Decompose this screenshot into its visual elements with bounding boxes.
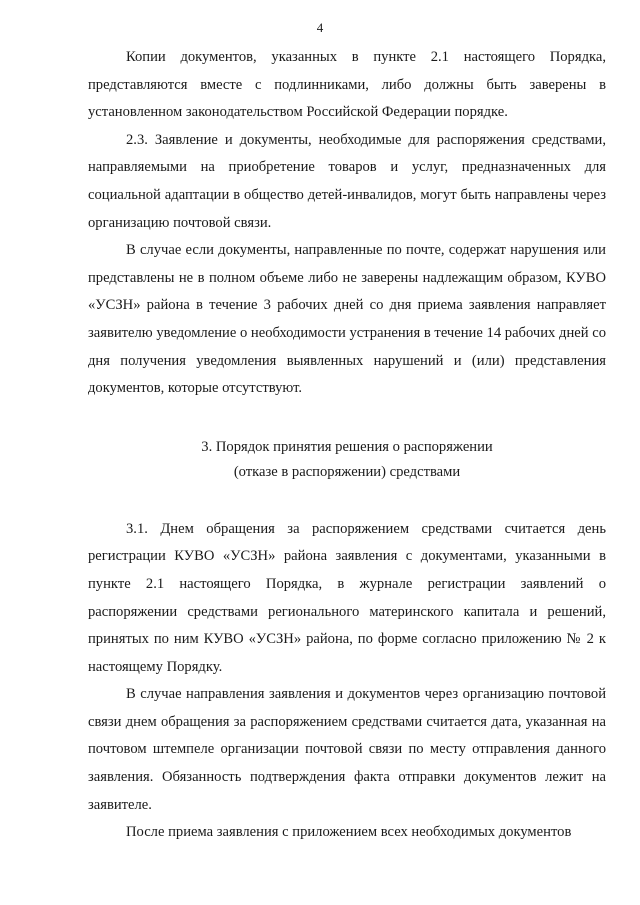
paragraph-after-acceptance: После приема заявления с приложением всех необходимых документов	[126, 824, 572, 841]
document-body	[88, 44, 606, 847]
paragraph-copies: Копии документов, указанных в пункте 2.1 настоящего Порядка, представляются вместе с подлинниками, либо должны быть заверены в установленном законодательством Российской Федерации порядке.	[88, 49, 606, 121]
paragraph-2-3: 2.3. Заявление и документы, необходимые для распоряжения средствами, направляемыми на приобретение товаров и услуг, предназначенных для социальной адаптации в общество детей-инвалидов, могут быть направлены через организацию почтовой связи.	[88, 131, 606, 231]
section-heading-line1: 3. Порядок принятия решения о распоряжении	[201, 438, 493, 455]
section-heading-line2: (отказе в распоряжении) средствами	[233, 463, 461, 480]
page-number: 4	[316, 20, 324, 35]
paragraph-postal-date: В случае направления заявления и документов через организацию почтовой связи днем обращения за распоряжением средствами считается дата, указанная на почтовом штемпеле организации почтовой связи по месту отправления данного заявления. Обязанность подтверждения факта отправки документов лежит на заявителе.	[88, 686, 606, 813]
section-heading	[88, 435, 606, 485]
paragraph-3-1: 3.1. Днем обращения за распоряжением средствами считается день регистрации КУВО «УСЗН» района заявления с документами, указанными в пункте 2.1 настоящего Порядка, в журнале регистрации заявлений о распоряжении средствами регионального материнского капитала и решений, принятых по ним КУВО «УСЗН» района, по форме согласно приложению № 2 к настоящему Порядку.	[88, 520, 606, 675]
paragraph-postal-violations: В случае если документы, направленные по почте, содержат нарушения или представлены не в полном объеме либо не заверены надлежащим образом, КУВО «УСЗН» района в течение 3 рабочих дней со дня приема заявления направляет заявителю уведомление о необходимости устранения в течение 14 рабочих дней со дня получения уведомления выявленных нарушений и (или) представления документов, которые отсутствуют.	[88, 242, 606, 397]
